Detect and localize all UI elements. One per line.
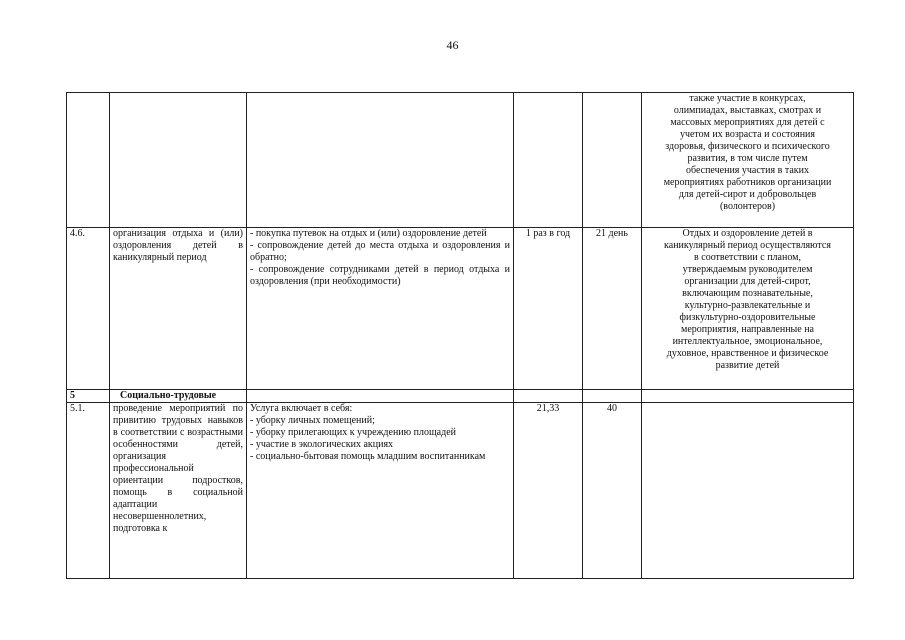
result-line: развитие детей [715,360,780,371]
result-line: учетом их возраста и состояния [679,129,816,140]
cell-content [247,390,514,403]
cell-num [67,93,110,228]
result-line: физкультурно-оздоровительные [679,312,816,323]
result-line: утверждаемым руководителем [682,264,813,275]
cell-num: 5 [67,390,110,403]
cell-count: 40 [583,403,642,579]
result-line: здоровья, физического и психического [665,141,830,152]
cell-result [642,228,854,390]
result-line: мероприятиях работников организации [663,177,832,188]
cell-value: 21,33 [514,403,583,579]
result-line: также участие в конкурсах, [689,93,806,104]
table-row-5-section [67,390,854,403]
content-line: - уборку личных помещений; [250,415,375,426]
content-line: Услуга включает в себя: [250,403,353,414]
result-line: массовых мероприятиях для детей с [670,117,825,128]
cell-content [247,228,514,390]
cell-duration [583,390,642,403]
content-line: - покупка путевок на отдых и (или) оздоровление детей [250,228,487,239]
result-line: мероприятия, направленные на [680,324,814,335]
page-number: 46 [446,38,459,52]
result-line: культурно-развлекательные и [684,300,811,311]
cell-content [247,93,514,228]
result-line: олимпиадах, выставках, смотрах и [673,105,822,116]
content-line: - уборку прилегающих к учреждению площадей [250,427,456,438]
cell-num: 5.1. [67,403,110,579]
result-line: для детей-сирот и добровольцев [678,189,817,200]
cell-frequency: 1 раз в год [514,228,583,390]
cell-frequency [514,93,583,228]
content-line: - сопровождение детей до места отдыха и оздоровления и обратно; [250,240,510,263]
result-line: включающим познавательные, [682,288,813,299]
table-row-continuation [67,93,854,228]
cell-content [247,403,514,579]
services-table [66,92,854,579]
result-line: развития, в том числе путем [687,153,808,164]
result-line: организации для детей-сирот, [684,276,811,287]
cell-num: 4.6. [67,228,110,390]
table-row-5-1 [67,403,854,579]
cell-name: проведение мероприятий по привитию трудовых навыков в соответствии с возрастными особенностями детей, организация профессиональной ориентации подростков, помощь в социальной адаптации несовершеннолетних, подготовка к [110,403,247,579]
result-line: в соответствии с планом, [694,252,801,263]
cell-duration [583,93,642,228]
table-row-4-6 [67,228,854,390]
cell-name: Социально-трудовые [110,390,247,403]
result-line: (волонтеров) [719,201,776,212]
cell-name: организация отдыха и (или) оздоровления детей в каникулярный период [110,228,247,390]
cell-result [642,93,854,228]
content-line: - сопровождение сотрудниками детей в период отдыха и оздоровления (при необходимости) [250,264,510,287]
result-line: интеллектуальное, эмоциональное, [672,336,823,347]
cell-frequency [514,390,583,403]
content-line: - участие в экологических акциях [250,439,394,450]
result-line: Отдых и оздоровление детей в [682,228,813,239]
cell-result [642,390,854,403]
result-line: духовное, нравственное и физическое [666,348,829,359]
cell-result [642,403,854,579]
cell-name [110,93,247,228]
cell-duration: 21 день [583,228,642,390]
result-line: обеспечения участия в таких [686,165,809,176]
content-line: - социально-бытовая помощь младшим воспитанникам [250,451,486,462]
result-line: каникулярный период осуществляются [664,240,831,251]
